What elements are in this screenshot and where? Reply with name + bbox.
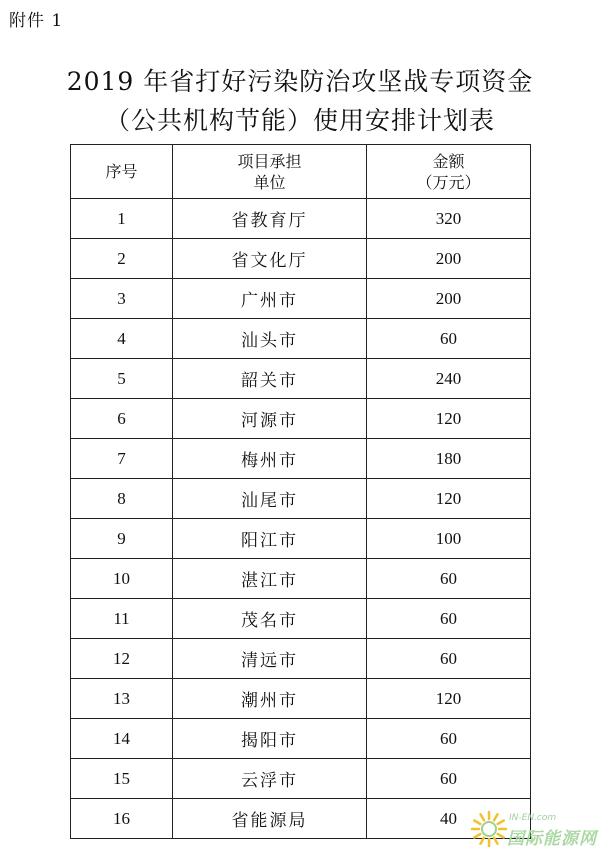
row-unit-cell: 梅州市 bbox=[173, 439, 367, 479]
row-unit-cell: 潮州市 bbox=[173, 679, 367, 719]
header-amount-line2: （万元） bbox=[416, 172, 481, 192]
row-index-cell: 6 bbox=[71, 399, 173, 439]
row-amount-cell: 180 bbox=[367, 439, 531, 479]
row-amount-cell: 200 bbox=[367, 239, 531, 279]
row-amount-cell: 120 bbox=[367, 399, 531, 439]
sun-ray bbox=[494, 838, 498, 844]
row-index-cell: 14 bbox=[71, 719, 173, 759]
table-row bbox=[71, 559, 531, 599]
document-title-line2: （公共机构节能）使用安排计划表 bbox=[104, 106, 495, 135]
table-row bbox=[71, 759, 531, 799]
row-unit-cell: 河源市 bbox=[173, 399, 367, 439]
sun-ray bbox=[481, 814, 485, 820]
row-index-cell: 4 bbox=[71, 319, 173, 359]
row-unit-cell: 省文化厅 bbox=[173, 239, 367, 279]
table-row bbox=[71, 319, 531, 359]
table-row bbox=[71, 279, 531, 319]
row-amount-cell: 200 bbox=[367, 279, 531, 319]
row-unit-cell: 广州市 bbox=[173, 279, 367, 319]
row-index-cell: 13 bbox=[71, 679, 173, 719]
row-index-cell: 3 bbox=[71, 279, 173, 319]
header-amount bbox=[367, 145, 531, 199]
row-index-cell: 11 bbox=[71, 599, 173, 639]
header-amount-line1: 金额 bbox=[432, 151, 465, 171]
sun-ray bbox=[498, 834, 504, 838]
table-row bbox=[71, 439, 531, 479]
sun-ray bbox=[474, 834, 480, 838]
table-row bbox=[71, 799, 531, 839]
row-unit-cell: 阳江市 bbox=[173, 519, 367, 559]
header-unit-line2: 单位 bbox=[253, 172, 286, 192]
row-amount-cell: 60 bbox=[367, 559, 531, 599]
attachment-label: 附件 1 bbox=[9, 11, 64, 31]
table-row bbox=[71, 479, 531, 519]
sun-ray bbox=[498, 821, 504, 825]
row-unit-cell: 揭阳市 bbox=[173, 719, 367, 759]
header-unit bbox=[173, 145, 367, 199]
watermark-name: 国际能源网 bbox=[507, 829, 597, 849]
header-index: 序号 bbox=[71, 145, 173, 199]
row-amount-cell: 320 bbox=[367, 199, 531, 239]
allocation-table bbox=[70, 144, 531, 839]
row-unit-cell: 韶关市 bbox=[173, 359, 367, 399]
row-amount-cell: 120 bbox=[367, 479, 531, 519]
sun-ray bbox=[481, 838, 485, 844]
table-row bbox=[71, 679, 531, 719]
table-row bbox=[71, 199, 531, 239]
row-amount-cell: 100 bbox=[367, 519, 531, 559]
table-header-row bbox=[71, 145, 531, 199]
row-unit-cell: 汕头市 bbox=[173, 319, 367, 359]
row-index-cell: 15 bbox=[71, 759, 173, 799]
watermark-url: IN-EN.com bbox=[509, 813, 557, 823]
table-row bbox=[71, 639, 531, 679]
header-unit-line1: 项目承担 bbox=[237, 151, 302, 171]
row-amount-cell: 60 bbox=[367, 319, 531, 359]
row-index-cell: 12 bbox=[71, 639, 173, 679]
watermark-logo bbox=[469, 807, 597, 851]
row-unit-cell: 湛江市 bbox=[173, 559, 367, 599]
row-amount-cell: 60 bbox=[367, 639, 531, 679]
sun-ray bbox=[474, 821, 480, 825]
row-index-cell: 16 bbox=[71, 799, 173, 839]
row-index-cell: 10 bbox=[71, 559, 173, 599]
row-index-cell: 5 bbox=[71, 359, 173, 399]
row-amount-cell: 60 bbox=[367, 719, 531, 759]
table-row bbox=[71, 599, 531, 639]
document-title-line1: 2019 年省打好污染防治攻坚战专项资金 bbox=[66, 67, 534, 96]
table-row bbox=[71, 239, 531, 279]
row-unit-cell: 茂名市 bbox=[173, 599, 367, 639]
table-row bbox=[71, 359, 531, 399]
row-unit-cell: 清远市 bbox=[173, 639, 367, 679]
row-amount-cell: 120 bbox=[367, 679, 531, 719]
sun-logo-icon bbox=[469, 809, 509, 849]
row-unit-cell: 云浮市 bbox=[173, 759, 367, 799]
sun-ray bbox=[494, 814, 498, 820]
row-index-cell: 7 bbox=[71, 439, 173, 479]
row-amount-cell: 60 bbox=[367, 759, 531, 799]
table-body bbox=[71, 199, 531, 839]
table-row bbox=[71, 519, 531, 559]
table-row bbox=[71, 719, 531, 759]
row-index-cell: 9 bbox=[71, 519, 173, 559]
row-amount-cell: 240 bbox=[367, 359, 531, 399]
row-amount-cell: 40 bbox=[367, 799, 531, 839]
row-amount-cell: 60 bbox=[367, 599, 531, 639]
table-row bbox=[71, 399, 531, 439]
row-index-cell: 2 bbox=[71, 239, 173, 279]
row-index-cell: 1 bbox=[71, 199, 173, 239]
row-unit-cell: 省教育厅 bbox=[173, 199, 367, 239]
row-index-cell: 8 bbox=[71, 479, 173, 519]
row-unit-cell: 汕尾市 bbox=[173, 479, 367, 519]
row-unit-cell: 省能源局 bbox=[173, 799, 367, 839]
